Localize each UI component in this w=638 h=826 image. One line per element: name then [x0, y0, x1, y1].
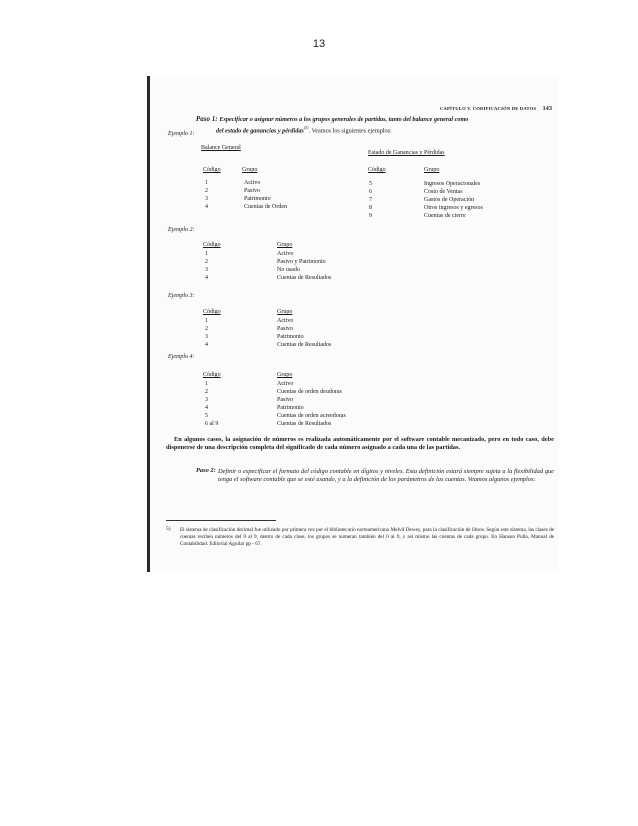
- paso2-text: Definir o especificar el formato del código contable en dígitos y niveles. Esta definición estará siempre sujeta a la flexibilidad que tenga el software contable que se esté usando, y a la definición de los parámetros de las cuentas. Veamos algunos ejemplos:: [218, 468, 554, 484]
- ganancias-group-8: Otros ingresos y egresos: [424, 205, 483, 211]
- footnote-marker: 5): [166, 526, 171, 532]
- ejemplo2-code-2: 2: [205, 259, 208, 265]
- ejemplo4-code-2: 2: [205, 389, 208, 395]
- ganancias-code-8: 8: [369, 205, 372, 211]
- ejemplo4-group-4: Patrimonio: [277, 405, 304, 411]
- ejemplo3-code-3: 3: [205, 334, 208, 340]
- ejemplo2-group-2: Pasivo y Patrimonio: [277, 259, 326, 265]
- ejemplo2-code-4: 4: [205, 275, 208, 281]
- ejemplo4-group-3: Pasivo: [277, 397, 294, 403]
- ganancias-code-6: 6: [369, 189, 372, 195]
- paso2-label: Paso 2:: [196, 467, 216, 474]
- footnote-ref: (5): [303, 125, 309, 130]
- ejemplo4-group-2: Cuentas de orden deudoras: [277, 389, 342, 395]
- ganancias-group-9: Cuentas de cierre: [424, 213, 466, 219]
- ganancias-group-5: Ingresos Operacionales: [424, 181, 481, 187]
- balance-group-3: Patrimonio: [244, 196, 271, 202]
- balance-group-1: Activo: [244, 180, 261, 186]
- balance-group-2: Pasivo: [244, 188, 261, 194]
- ejemplo2-code-3: 3: [205, 267, 208, 273]
- ejemplo3-group-3: Patrimonio: [277, 334, 304, 340]
- balance-code-4: 4: [205, 204, 208, 210]
- ganancias-group-6: Costo de Ventas: [424, 189, 463, 195]
- ejemplo3-group-1: Activo: [277, 318, 294, 324]
- ejemplo4-group-5: Cuentas de orden acreedoras: [277, 413, 346, 419]
- footnote-rule: [166, 520, 276, 521]
- ganancias-col-codigo: Código: [368, 167, 386, 173]
- ejemplo2-col-codigo: Código: [203, 242, 221, 248]
- ejemplo4-code-3: 3: [205, 397, 208, 403]
- ejemplo3-col-grupo: Grupo: [277, 309, 293, 315]
- ejemplo3-label: Ejemplo 3:: [168, 293, 195, 299]
- balance-code-3: 3: [205, 196, 208, 202]
- ganancias-col-grupo: Grupo: [424, 167, 440, 173]
- ejemplo2-col-grupo: Grupo: [277, 242, 293, 248]
- ejemplo3-col-codigo: Código: [203, 309, 221, 315]
- ejemplo3-code-4: 4: [205, 342, 208, 348]
- paso1-text-line2b: . Veamos los siguientes ejemplos:: [308, 127, 392, 135]
- balance-code-2: 2: [205, 188, 208, 194]
- paso1-line2: [216, 126, 392, 135]
- ejemplo2-label: Ejemplo 2:: [168, 227, 195, 233]
- ejemplo3-group-4: Cuentas de Resultados: [277, 342, 332, 348]
- ejemplo3-code-2: 2: [205, 326, 208, 332]
- ejemplo3-group-2: Pasivo: [277, 326, 294, 332]
- ejemplo4-col-grupo: Grupo: [277, 372, 293, 378]
- running-header: [440, 106, 552, 112]
- footnote-text: El sistema de clasificación decimal fue utilizado por primera vez por el bibliotecario norteamericano Melvil Dewey, para la clasificación de libros. Según este sistema, las clases de cuentas reciben números del 0 al 9, dentro de cada clase, los grupos se numeran también del 0 al 9, y así mismo las cuentas de cada grupo. En Hanson Pulla, Manual de Contabilidad. Editorial Aguilar pp - 67.: [180, 527, 554, 547]
- ejemplo2-code-1: 1: [205, 251, 208, 257]
- book-page-number: 143: [542, 106, 553, 112]
- paso1-text-line1: Especificar o asignar números a los grupos generales de partidas, tanto del balance general como: [219, 116, 469, 123]
- body-paragraph: En algunos casos, la asignación de números es realizada automáticamente por el software contable mecanizado, pero en todo caso, debe disponerse de una descripción completa del significado de cada número asignado a cada una de las partidas.: [166, 436, 554, 452]
- balance-code-1: 1: [205, 180, 208, 186]
- paso1-text-line2a: del estado de ganancias y pérdidas: [216, 127, 304, 135]
- ejemplo4-code-6: 6 al 9: [205, 421, 219, 427]
- paso1-line1: [196, 116, 468, 123]
- ejemplo4-col-codigo: Código: [203, 372, 221, 378]
- ganancias-code-9: 9: [369, 213, 372, 219]
- balance-col-grupo: Grupo: [242, 167, 258, 173]
- ejemplo4-code-4: 4: [205, 405, 208, 411]
- running-header-title: CAPÍTULO V. CODIFICACIÓN DE DATOS: [440, 106, 537, 111]
- ganancias-title: Estado de Ganancias y Pérdidas: [368, 150, 445, 156]
- ejemplo4-group-1: Activo: [277, 381, 294, 387]
- paso1-label: Paso 1:: [196, 115, 218, 123]
- balance-title: Balance General: [201, 145, 241, 151]
- ejemplo2-group-3: No usado: [277, 267, 300, 273]
- ejemplo2-group-1: Activo: [277, 251, 294, 257]
- page-number: 13: [312, 38, 326, 50]
- ganancias-code-5: 5: [369, 181, 372, 187]
- ejemplo4-group-6: Cuentas de Resultados: [277, 421, 332, 427]
- ejemplo4-code-1: 1: [205, 381, 208, 387]
- balance-col-codigo: Código: [203, 167, 221, 173]
- balance-group-4: Cuentas de Orden: [244, 204, 287, 210]
- ejemplo1-label: Ejemplo 1:: [168, 131, 195, 137]
- ejemplo3-code-1: 1: [205, 318, 208, 324]
- binding-edge: [147, 76, 150, 572]
- ejemplo4-code-5: 5: [205, 413, 208, 419]
- ganancias-code-7: 7: [369, 197, 372, 203]
- ganancias-group-7: Gastos de Operación: [424, 197, 474, 203]
- ejemplo2-group-4: Cuentas de Resultados: [277, 275, 332, 281]
- ejemplo4-label: Ejemplo 4:: [168, 354, 195, 360]
